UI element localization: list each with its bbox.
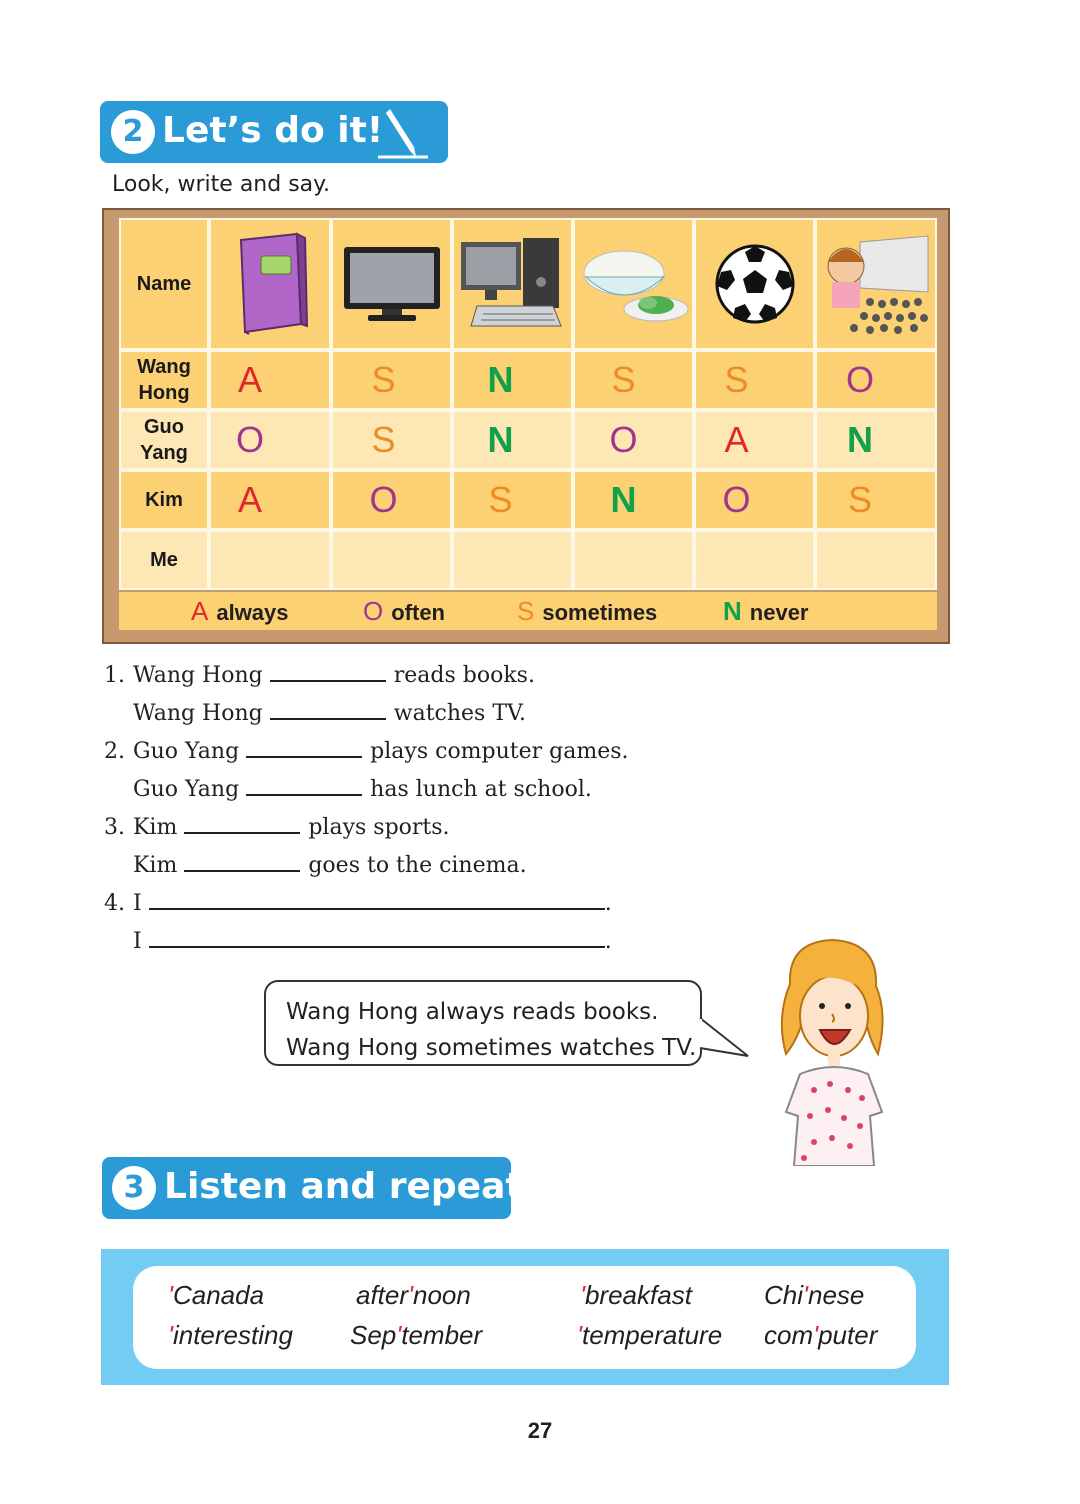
stress-mark: ' <box>577 1320 582 1350</box>
word-part: Sep <box>350 1320 397 1350</box>
stress-word <box>168 1280 264 1311</box>
sentence-subject: Wang Hong <box>133 663 263 688</box>
book-icon <box>209 218 331 350</box>
frequency-cell <box>815 350 937 410</box>
legend-code: O <box>363 596 384 626</box>
sentence-rest: . <box>604 929 612 954</box>
answer-blank[interactable] <box>149 928 605 948</box>
frequency-mark: N <box>847 419 873 460</box>
stress-mark: ' <box>168 1320 173 1350</box>
computer-icon <box>452 218 573 350</box>
legend-always <box>191 596 289 627</box>
section-2-header <box>100 101 448 163</box>
frequency-mark: O <box>369 479 398 520</box>
stress-word <box>577 1320 722 1351</box>
frequency-cell[interactable] <box>694 530 815 590</box>
speech-bubble <box>264 980 702 1066</box>
frequency-mark: N <box>610 479 637 520</box>
section-title: Listen and repeat <box>164 1166 523 1207</box>
frequency-mark: O <box>609 419 638 460</box>
frequency-cell[interactable] <box>573 530 694 590</box>
frequency-cell <box>573 350 694 410</box>
frequency-mark: O <box>845 359 874 400</box>
frequency-cell <box>209 350 331 410</box>
legend-code: N <box>723 596 742 626</box>
stress-word <box>580 1280 692 1311</box>
frequency-cell <box>452 350 573 410</box>
legend-label: always <box>216 600 289 625</box>
section-number: 2 <box>111 110 155 154</box>
stress-word <box>168 1320 293 1351</box>
frequency-cell <box>573 470 694 530</box>
sentence-line <box>104 776 592 802</box>
girl-illustration <box>770 934 900 1166</box>
stress-mark: ' <box>803 1280 808 1310</box>
frequency-cell[interactable] <box>452 530 573 590</box>
sentence-rest: plays computer games. <box>370 739 629 764</box>
legend-label: often <box>391 600 445 625</box>
legend-sometimes <box>517 596 657 627</box>
sentence-number: 3. <box>104 815 125 840</box>
sentence-rest: reads books. <box>393 663 535 688</box>
word-part: temperature <box>581 1320 723 1350</box>
stress-word <box>764 1320 877 1351</box>
sentence-subject: Wang Hong <box>133 701 263 726</box>
legend-code: A <box>191 596 209 626</box>
frequency-mark: S <box>724 359 749 400</box>
sentence-number: 1. <box>104 663 125 688</box>
word-part: Chi <box>764 1280 804 1310</box>
section-3-header <box>102 1157 523 1219</box>
sentence-line <box>104 700 526 726</box>
frequency-cell <box>209 470 331 530</box>
word-part: noon <box>413 1280 471 1310</box>
stress-mark: ' <box>580 1280 585 1310</box>
word-part: after <box>356 1280 409 1310</box>
name-header: Name <box>119 218 209 350</box>
frequency-cell <box>694 410 815 470</box>
legend-label: sometimes <box>542 600 658 625</box>
frequency-cell <box>815 410 937 470</box>
speech-bubble-tail-icon <box>698 1014 750 1062</box>
sentence-line <box>104 928 612 954</box>
row-name: Me <box>119 530 209 590</box>
sentence-subject: Guo Yang <box>133 777 240 802</box>
frequency-mark: S <box>847 479 872 520</box>
sentence-line <box>104 662 535 688</box>
frequency-cell <box>815 470 937 530</box>
sentence-line <box>104 852 527 878</box>
sentence-line <box>104 890 612 916</box>
stress-mark: ' <box>408 1280 413 1310</box>
sentence-subject: Kim <box>133 853 178 878</box>
legend-never <box>723 596 809 627</box>
stress-mark: ' <box>168 1280 173 1310</box>
legend-code: S <box>517 596 535 626</box>
lunch-rice-icon <box>573 218 694 350</box>
sentence-rest: . <box>604 891 612 916</box>
answer-blank[interactable] <box>270 700 386 720</box>
page-number: 27 <box>527 1418 553 1443</box>
sentence-rest: has lunch at school. <box>370 777 592 802</box>
section-number: 3 <box>112 1166 156 1210</box>
answer-blank[interactable] <box>246 776 362 796</box>
answer-blank[interactable] <box>270 662 386 682</box>
answer-blank[interactable] <box>149 890 605 910</box>
speech-line: Wang Hong sometimes watches TV. <box>286 1035 697 1061</box>
word-part: interesting <box>172 1320 293 1350</box>
stress-word <box>356 1280 471 1311</box>
sentence-rest: plays sports. <box>308 815 450 840</box>
sentence-line <box>104 738 629 764</box>
sentence-subject: Kim <box>133 815 178 840</box>
sentence-line <box>104 814 450 840</box>
frequency-mark: A <box>724 419 749 460</box>
legend <box>119 592 937 630</box>
activity-table <box>119 218 937 590</box>
legend-often <box>363 596 445 627</box>
sentence-rest: watches TV. <box>393 701 527 726</box>
frequency-cell[interactable] <box>209 530 331 590</box>
answer-blank[interactable] <box>184 814 300 834</box>
frequency-mark: A <box>237 359 262 400</box>
tv-icon <box>331 218 452 350</box>
sentence-subject: Guo Yang <box>133 739 240 764</box>
frequency-cell <box>331 470 452 530</box>
row-name: Wang Hong <box>119 350 209 410</box>
sentence-subject: I <box>133 891 142 916</box>
frequency-mark: S <box>488 479 513 520</box>
frequency-mark: O <box>722 479 751 520</box>
frequency-cell[interactable] <box>815 530 937 590</box>
frequency-mark: O <box>235 419 264 460</box>
section-title: Let’s do it! <box>162 110 384 151</box>
speech-line: Wang Hong always reads books. <box>286 999 659 1025</box>
stress-word <box>350 1320 482 1351</box>
frequency-mark: S <box>611 359 636 400</box>
frequency-cell <box>573 410 694 470</box>
frequency-cell <box>331 410 452 470</box>
frequency-cell <box>331 350 452 410</box>
frequency-mark: S <box>371 359 396 400</box>
sentence-number: 2. <box>104 739 125 764</box>
word-part: breakfast <box>584 1280 692 1310</box>
word-part: com <box>764 1320 814 1350</box>
football-icon <box>694 218 815 350</box>
frequency-cell <box>209 410 331 470</box>
row-name: Kim <box>119 470 209 530</box>
stress-mark: ' <box>813 1320 819 1350</box>
stress-word <box>764 1280 864 1311</box>
stress-mark: ' <box>396 1320 402 1350</box>
frequency-mark: A <box>237 479 262 520</box>
frequency-mark: N <box>487 359 514 400</box>
frequency-cell <box>452 470 573 530</box>
frequency-cell <box>452 410 573 470</box>
word-part: tember <box>401 1320 483 1350</box>
sentence-rest: goes to the cinema. <box>308 853 527 878</box>
answer-blank[interactable] <box>184 852 300 872</box>
word-part: puter <box>818 1320 878 1350</box>
instruction-text: Look, write and say. <box>112 172 331 197</box>
answer-blank[interactable] <box>246 738 362 758</box>
word-part: nese <box>807 1280 865 1310</box>
word-part: Canada <box>172 1280 265 1310</box>
cinema-icon <box>815 218 937 350</box>
frequency-cell <box>694 350 815 410</box>
pencil-icon <box>376 105 432 161</box>
frequency-cell <box>694 470 815 530</box>
frequency-cell[interactable] <box>331 530 452 590</box>
frequency-mark: N <box>487 419 514 460</box>
sentence-number: 4. <box>104 891 125 916</box>
sentence-subject: I <box>133 929 142 954</box>
row-name: Guo Yang <box>119 410 209 470</box>
frequency-mark: S <box>371 419 396 460</box>
legend-label: never <box>749 600 809 625</box>
